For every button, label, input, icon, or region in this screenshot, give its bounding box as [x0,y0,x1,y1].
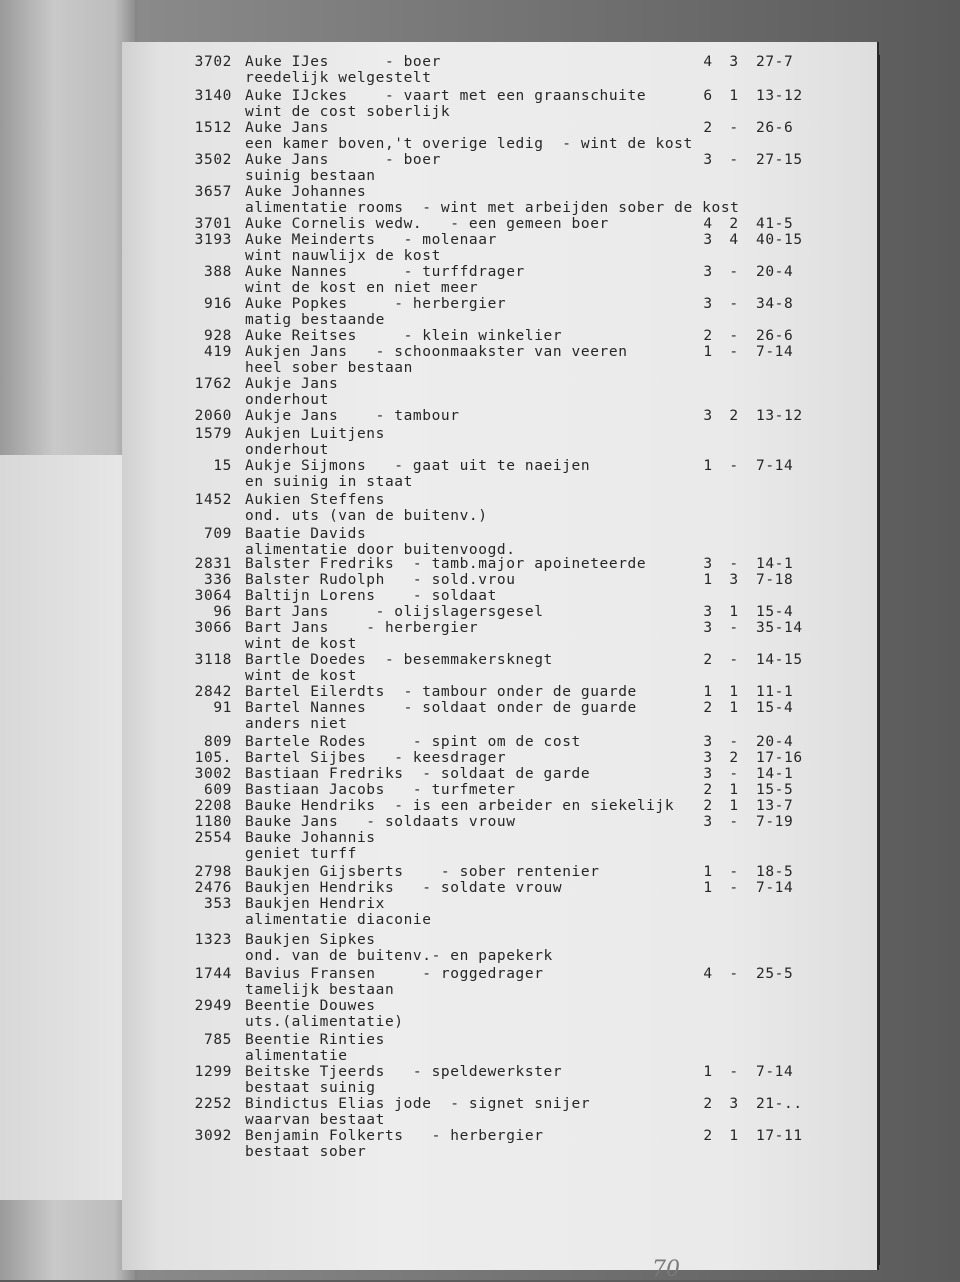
register-entry [122,184,877,218]
entry-name-occupation: Baatie Davids [245,526,367,542]
entry-column-1: 1 [703,880,713,896]
entry-number: 785 [204,1032,232,1048]
entry-note: ond. uts (van de buitenv.) [245,508,488,524]
entry-column-2: 1 [729,684,739,700]
entry-number: 105. [194,750,232,766]
entry-column-1: 2 [703,120,713,136]
entry-note: heel sober bestaan [245,360,413,376]
entry-amount: 17-11 [756,1128,803,1144]
entry-note: anders niet [245,716,348,732]
entry-number: 2831 [194,556,232,572]
entry-note: wint de kost [245,668,357,684]
register-entry [122,1064,877,1098]
entry-amount: 15-4 [756,604,794,620]
entry-column-2: 1 [729,700,739,716]
entry-number: 2949 [194,998,232,1014]
entry-name-occupation: Bastiaan Fredriks - soldaat de garde [245,766,591,782]
entry-column-2: - [729,864,739,880]
entry-column-1: 3 [703,296,713,312]
entry-column-2: - [729,620,739,636]
entry-amount: 7-19 [756,814,794,830]
register-entry [122,998,877,1032]
entry-amount: 21-.. [756,1096,803,1112]
entry-number: 1180 [194,814,232,830]
entry-column-1: 1 [703,864,713,880]
entry-note: wint de cost soberlijk [245,104,451,120]
entry-amount: 11-1 [756,684,794,700]
entry-note: reedelijk welgestelt [245,70,432,86]
entry-amount: 25-5 [756,966,794,982]
entry-column-2: 2 [729,408,739,424]
entry-name-occupation: Bindictus Elias jode - signet snijer [245,1096,591,1112]
entry-name-occupation: Beitske Tjeerds - speldewerkster [245,1064,563,1080]
entry-column-2: - [729,880,739,896]
entry-number: 3502 [194,152,232,168]
entry-amount: 13-12 [756,408,803,424]
entry-column-1: 6 [703,88,713,104]
register-entry [122,1096,877,1130]
entry-note: matig bestaande [245,312,385,328]
entry-amount: 13-12 [756,88,803,104]
entry-number: 1744 [194,966,232,982]
entry-name-occupation: Bartel Sijbes - keesdrager [245,750,507,766]
entry-note: onderhout [245,442,329,458]
register-entry [122,264,877,298]
entry-amount: 40-15 [756,232,803,248]
entry-note: wint de kost en niet meer [245,280,479,296]
register-entry [122,652,877,686]
register-entry [122,54,877,88]
register-entry [122,88,877,122]
entry-name-occupation: Aukje Jans - tambour [245,408,460,424]
entry-name-occupation: Beentie Douwes [245,998,376,1014]
entry-column-2: - [729,328,739,344]
entry-number: 2252 [194,1096,232,1112]
entry-column-1: 1 [703,684,713,700]
entry-number: 1452 [194,492,232,508]
entry-number: 1323 [194,932,232,948]
register-entry [122,700,877,734]
entry-name-occupation: Bavius Fransen - roggedrager [245,966,544,982]
register-entry [122,344,877,378]
entry-column-1: 3 [703,556,713,572]
entry-number: 916 [204,296,232,312]
register-entry [122,526,877,560]
page-number: 70 [652,1257,680,1282]
entry-number: 809 [204,734,232,750]
entry-amount: 41-5 [756,216,794,232]
entry-name-occupation: Auke IJckes - vaart met een graanschuite [245,88,647,104]
entry-column-1: 2 [703,652,713,668]
entry-amount: 26-6 [756,120,794,136]
entry-column-1: 3 [703,814,713,830]
entry-note: suinig bestaan [245,168,376,184]
entry-amount: 17-16 [756,750,803,766]
entry-note: uts.(alimentatie) [245,1014,404,1030]
entry-name-occupation: Balster Rudolph - sold.vrou [245,572,516,588]
entry-column-2: - [729,120,739,136]
entry-column-2: - [729,766,739,782]
entry-amount: 14-1 [756,766,794,782]
entry-note: geniet turff [245,846,357,862]
entry-column-2: - [729,652,739,668]
entry-number: 96 [213,604,232,620]
entry-number: 1579 [194,426,232,442]
entry-number: 336 [204,572,232,588]
entry-name-occupation: Aukje Sijmons - gaat uit te naeijen [245,458,591,474]
entry-column-2: 1 [729,88,739,104]
entry-amount: 15-4 [756,700,794,716]
register-entry [122,376,877,410]
entry-number: 419 [204,344,232,360]
entry-amount: 7-14 [756,1064,794,1080]
entry-number: 3002 [194,766,232,782]
entry-column-1: 3 [703,766,713,782]
entry-column-2: - [729,264,739,280]
register-entry [122,1032,877,1066]
entry-amount: 7-14 [756,458,794,474]
entry-column-2: 2 [729,750,739,766]
entry-amount: 13-7 [756,798,794,814]
register-entry [122,458,877,492]
entry-number: 928 [204,328,232,344]
entry-name-occupation: Auke Jans - boer [245,152,441,168]
entry-note: ond. van de buitenv.- en papekerk [245,948,553,964]
entry-number: 1299 [194,1064,232,1080]
entry-column-1: 2 [703,798,713,814]
register-entry [122,1128,877,1162]
entry-number: 2798 [194,864,232,880]
entry-name-occupation: Bart Jans - herbergier [245,620,479,636]
entry-column-1: 4 [703,54,713,70]
entry-name-occupation: Aukien Steffens [245,492,385,508]
entry-column-1: 2 [703,700,713,716]
entry-column-1: 4 [703,966,713,982]
entry-column-1: 1 [703,344,713,360]
entry-amount: 7-14 [756,880,794,896]
entry-number: 15 [213,458,232,474]
entry-column-2: 3 [729,572,739,588]
register-entry [122,966,877,1000]
entry-column-1: 3 [703,604,713,620]
entry-name-occupation: Baukjen Hendrix [245,896,385,912]
register-entry [122,620,877,654]
entry-number: 1762 [194,376,232,392]
entry-note: onderhout [245,392,329,408]
entry-column-2: 1 [729,782,739,798]
entry-column-2: - [729,966,739,982]
register-entry [122,896,877,930]
entry-name-occupation: Auke Meinderts - molenaar [245,232,497,248]
entry-column-2: - [729,556,739,572]
entry-column-2: 1 [729,798,739,814]
entry-column-1: 1 [703,572,713,588]
entry-number: 3702 [194,54,232,70]
entry-name-occupation: Aukjen Luitjens [245,426,385,442]
register-entry [122,120,877,154]
entry-amount: 18-5 [756,864,794,880]
entry-number: 2060 [194,408,232,424]
entry-column-2: - [729,344,739,360]
entry-name-occupation: Auke Cornelis wedw. - een gemeen boer [245,216,609,232]
entry-number: 91 [213,700,232,716]
entry-name-occupation: Bastiaan Jacobs - turfmeter [245,782,516,798]
entry-amount: 34-8 [756,296,794,312]
entry-note: een kamer boven,'t overige ledig - wint de kost [245,136,693,152]
entry-column-2: - [729,458,739,474]
entry-number: 709 [204,526,232,542]
register-entry [122,932,877,966]
entry-number: 3066 [194,620,232,636]
entry-note: alimentatie [245,1048,348,1064]
entry-number: 2554 [194,830,232,846]
entry-column-1: 3 [703,750,713,766]
entry-note: alimentatie door buitenvoogd. [245,542,516,558]
entry-name-occupation: Auke Popkes - herbergier [245,296,507,312]
entry-column-1: 2 [703,1096,713,1112]
register-entry [122,426,877,460]
entry-name-occupation: Balster Fredriks - tamb.major apoineteerde [245,556,647,572]
entry-column-1: 3 [703,264,713,280]
entry-column-2: 1 [729,1128,739,1144]
register-entry [122,492,877,526]
entry-column-2: - [729,734,739,750]
entry-name-occupation: Baltijn Lorens - soldaat [245,588,497,604]
entry-note: en suinig in staat [245,474,413,490]
entry-column-1: 3 [703,152,713,168]
entry-column-2: 1 [729,604,739,620]
entry-number: 2208 [194,798,232,814]
entry-column-1: 3 [703,408,713,424]
entry-name-occupation: Benjamin Folkerts - herbergier [245,1128,544,1144]
entry-name-occupation: Bartele Rodes - spint om de cost [245,734,581,750]
entry-column-2: - [729,814,739,830]
register-entry [122,296,877,330]
entry-name-occupation: Auke Nannes - turffdrager [245,264,525,280]
entry-note: waarvan bestaat [245,1112,385,1128]
entry-column-2: 4 [729,232,739,248]
entry-amount: 7-14 [756,344,794,360]
entry-note: alimentatie rooms - wint met arbeijden sober de kost [245,200,740,216]
entry-name-occupation: Bartle Doedes - besemmakersknegt [245,652,553,668]
entry-note: wint de kost [245,636,357,652]
entry-number: 353 [204,896,232,912]
entry-amount: 27-7 [756,54,794,70]
entry-name-occupation: Auke IJes - boer [245,54,441,70]
entry-amount: 27-15 [756,152,803,168]
entry-note: tamelijk bestaan [245,982,395,998]
entry-note: bestaat sober [245,1144,367,1160]
entry-column-1: 1 [703,1064,713,1080]
entry-amount: 14-1 [756,556,794,572]
entry-number: 2476 [194,880,232,896]
entry-note: alimentatie diaconie [245,912,432,928]
entry-name-occupation: Bart Jans - olijslagersgesel [245,604,544,620]
entry-number: 3140 [194,88,232,104]
entry-amount: 14-15 [756,652,803,668]
entry-column-2: - [729,1064,739,1080]
entry-column-1: 2 [703,782,713,798]
entry-column-2: 3 [729,54,739,70]
entry-column-1: 3 [703,620,713,636]
entry-number: 3092 [194,1128,232,1144]
entry-column-1: 3 [703,232,713,248]
entry-number: 3193 [194,232,232,248]
entry-number: 3118 [194,652,232,668]
register-entry [122,232,877,266]
entry-column-1: 3 [703,734,713,750]
entry-name-occupation: Bartel Eilerdts - tambour onder de guarde [245,684,637,700]
entry-number: 388 [204,264,232,280]
entry-column-1: 2 [703,328,713,344]
entry-column-2: - [729,152,739,168]
entry-column-1: 4 [703,216,713,232]
entry-amount: 20-4 [756,734,794,750]
entry-column-2: - [729,296,739,312]
entry-number: 3657 [194,184,232,200]
entry-name-occupation: Auke Jans [245,120,329,136]
register-entry [122,152,877,186]
entry-name-occupation: Bartel Nannes - soldaat onder de guarde [245,700,637,716]
entry-name-occupation: Auke Johannes [245,184,367,200]
entry-name-occupation: Bauke Jans - soldaats vrouw [245,814,516,830]
entry-number: 3701 [194,216,232,232]
entry-name-occupation: Baukjen Sipkes [245,932,376,948]
entry-amount: 35-14 [756,620,803,636]
entry-amount: 15-5 [756,782,794,798]
entry-amount: 20-4 [756,264,794,280]
entry-amount: 26-6 [756,328,794,344]
entry-number: 3064 [194,588,232,604]
entry-note: wint nauwlijx de kost [245,248,441,264]
entry-column-1: 1 [703,458,713,474]
entry-note: bestaat suinig [245,1080,376,1096]
entry-name-occupation: Baukjen Gijsberts - sober rentenier [245,864,600,880]
entry-name-occupation: Bauke Hendriks - is een arbeider en siekelijk [245,798,675,814]
entry-name-occupation: Auke Reitses - klein winkelier [245,328,563,344]
entry-column-1: 2 [703,1128,713,1144]
entry-column-2: 3 [729,1096,739,1112]
entry-name-occupation: Aukjen Jans - schoonmaakster van veeren [245,344,628,360]
entry-number: 2842 [194,684,232,700]
entry-name-occupation: Baukjen Hendriks - soldate vrouw [245,880,563,896]
entry-amount: 7-18 [756,572,794,588]
entry-number: 609 [204,782,232,798]
entry-column-2: 2 [729,216,739,232]
register-entry [122,830,877,864]
entry-name-occupation: Beentie Rinties [245,1032,385,1048]
entry-name-occupation: Aukje Jans [245,376,339,392]
entry-name-occupation: Bauke Johannis [245,830,376,846]
entry-number: 1512 [194,120,232,136]
register-page [122,42,877,1282]
